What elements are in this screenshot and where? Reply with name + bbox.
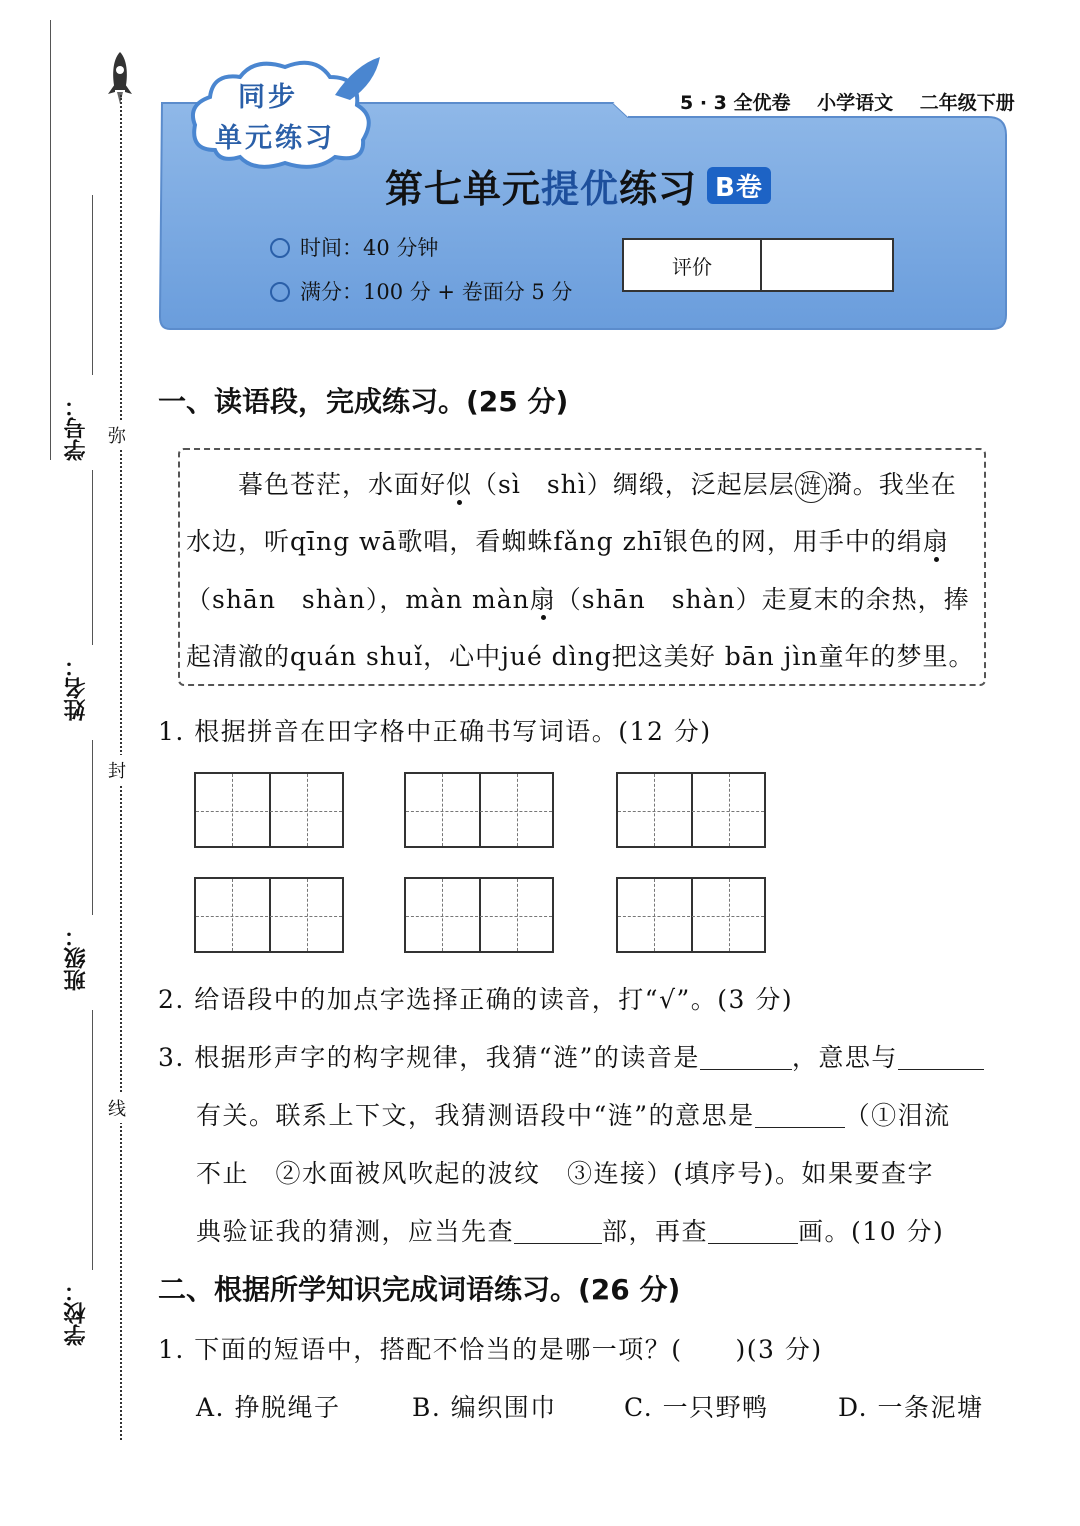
seal-word-3: 线 [108,1093,126,1123]
question-1-2: 2. 给语段中的加点字选择正确的读音，打“√”。(3 分) [158,985,794,1014]
cloud-line-2: 单元练习 [215,123,335,154]
seal-word-2: 封 [108,755,126,785]
writing-grid[interactable] [404,877,554,953]
page-title [385,158,771,213]
cloud-badge [185,55,385,175]
evaluation-value[interactable] [762,240,892,290]
question-2-1: 1. 下面的短语中，搭配不恰当的是哪一项？( )(3 分) [158,1335,823,1364]
passage-line-3: （shān shàn），màn màn扇（shān shàn）走夏末的余热，捧 [186,585,970,614]
passage-line-1: 暮色苍茫，水面好似（sì shì）绸缎，泛起层层 涟 漪。我坐在 [238,465,957,503]
time-info [270,232,438,262]
margin-rule [50,20,51,460]
time-text: 时间：40 分钟 [300,236,439,260]
name-label: 姓名： [63,655,89,721]
answer-blank-strokes[interactable] [708,1221,798,1244]
circled-char-lian: 涟 [795,471,827,503]
title-part-1: 第七单元 [385,167,542,211]
score-text: 满分：100 分 + 卷面分 5 分 [300,280,573,304]
option-a[interactable]: A. 挣脱绳子 [196,1393,341,1422]
evaluation-label: 评价 [624,240,762,290]
check-icon [270,282,290,302]
dotted-char-si: 似 [446,470,473,499]
option-b[interactable]: B. 编织围巾 [412,1393,557,1422]
school-line[interactable] [92,1010,93,1270]
writing-grid[interactable] [616,772,766,848]
seal-word-1: 弥 [108,420,126,450]
answer-blank-meaning[interactable] [898,1047,984,1070]
section-2-heading: 二、根据所学知识完成词语练习。(26 分) [158,1273,681,1306]
evaluation-box [622,238,894,292]
option-d[interactable]: D. 一条泥塘 [838,1393,984,1422]
subject-name: 小学语文 [817,92,894,114]
question-1-1: 1. 根据拼音在田字格中正确书写词语。(12 分) [158,717,712,746]
class-line[interactable] [92,740,93,915]
dotted-char-shan-2: 扇 [529,585,556,614]
answer-blank-radical[interactable] [514,1221,602,1244]
writing-grid[interactable] [194,877,344,953]
passage-line-2: 水边，听qīng wā歌唱，看蜘蛛fǎng zhī银色的网，用手中的绢扇 [186,527,949,556]
question-1-3-line-3: 不止 ②水面被风吹起的波纹 ③连接）(填序号)。如果要查字 [196,1159,935,1188]
writing-grid[interactable] [194,772,344,848]
class-label: 班级： [63,925,89,991]
answer-blank-reading[interactable] [700,1047,792,1070]
name-line[interactable] [92,470,93,645]
title-part-2: 练习 [619,167,698,211]
title-highlight: 提优 [541,167,620,211]
student-id-label: 学号： [63,395,89,461]
score-info [270,276,572,306]
student-id-line[interactable] [92,195,93,375]
series-name: 5 · 3 全优卷 [680,92,791,114]
passage-line-4: 起清澈的quán shuǐ，心中jué dìng把这美好 bān jìn童年的梦里。 [186,642,975,671]
question-1-3-line-1: 3. 根据形声字的构字规律，我猜“涟”的读音是 ，意思与 [158,1038,984,1074]
dotted-char-shan-1: 扇 [922,527,949,556]
question-1-3-line-4: 典验证我的猜测，应当先查 部，再查 画。(10 分) [196,1217,945,1246]
clock-icon [270,238,290,258]
cloud-line-1: 同步 [238,82,298,113]
school-label: 学校： [63,1280,89,1346]
paper-b-badge: B卷 [707,167,771,204]
book-series [680,88,1035,115]
option-c[interactable]: C. 一只野鸭 [624,1393,769,1422]
writing-grid[interactable] [404,772,554,848]
question-1-3-line-2: 有关。联系上下文，我猜测语段中“涟”的意思是 （①泪流 [196,1101,951,1130]
grade-name: 二年级下册 [919,92,1015,114]
section-1-heading: 一、读语段，完成练习。(25 分) [158,385,569,418]
writing-grid[interactable] [616,877,766,953]
answer-blank-choice[interactable] [755,1105,845,1128]
